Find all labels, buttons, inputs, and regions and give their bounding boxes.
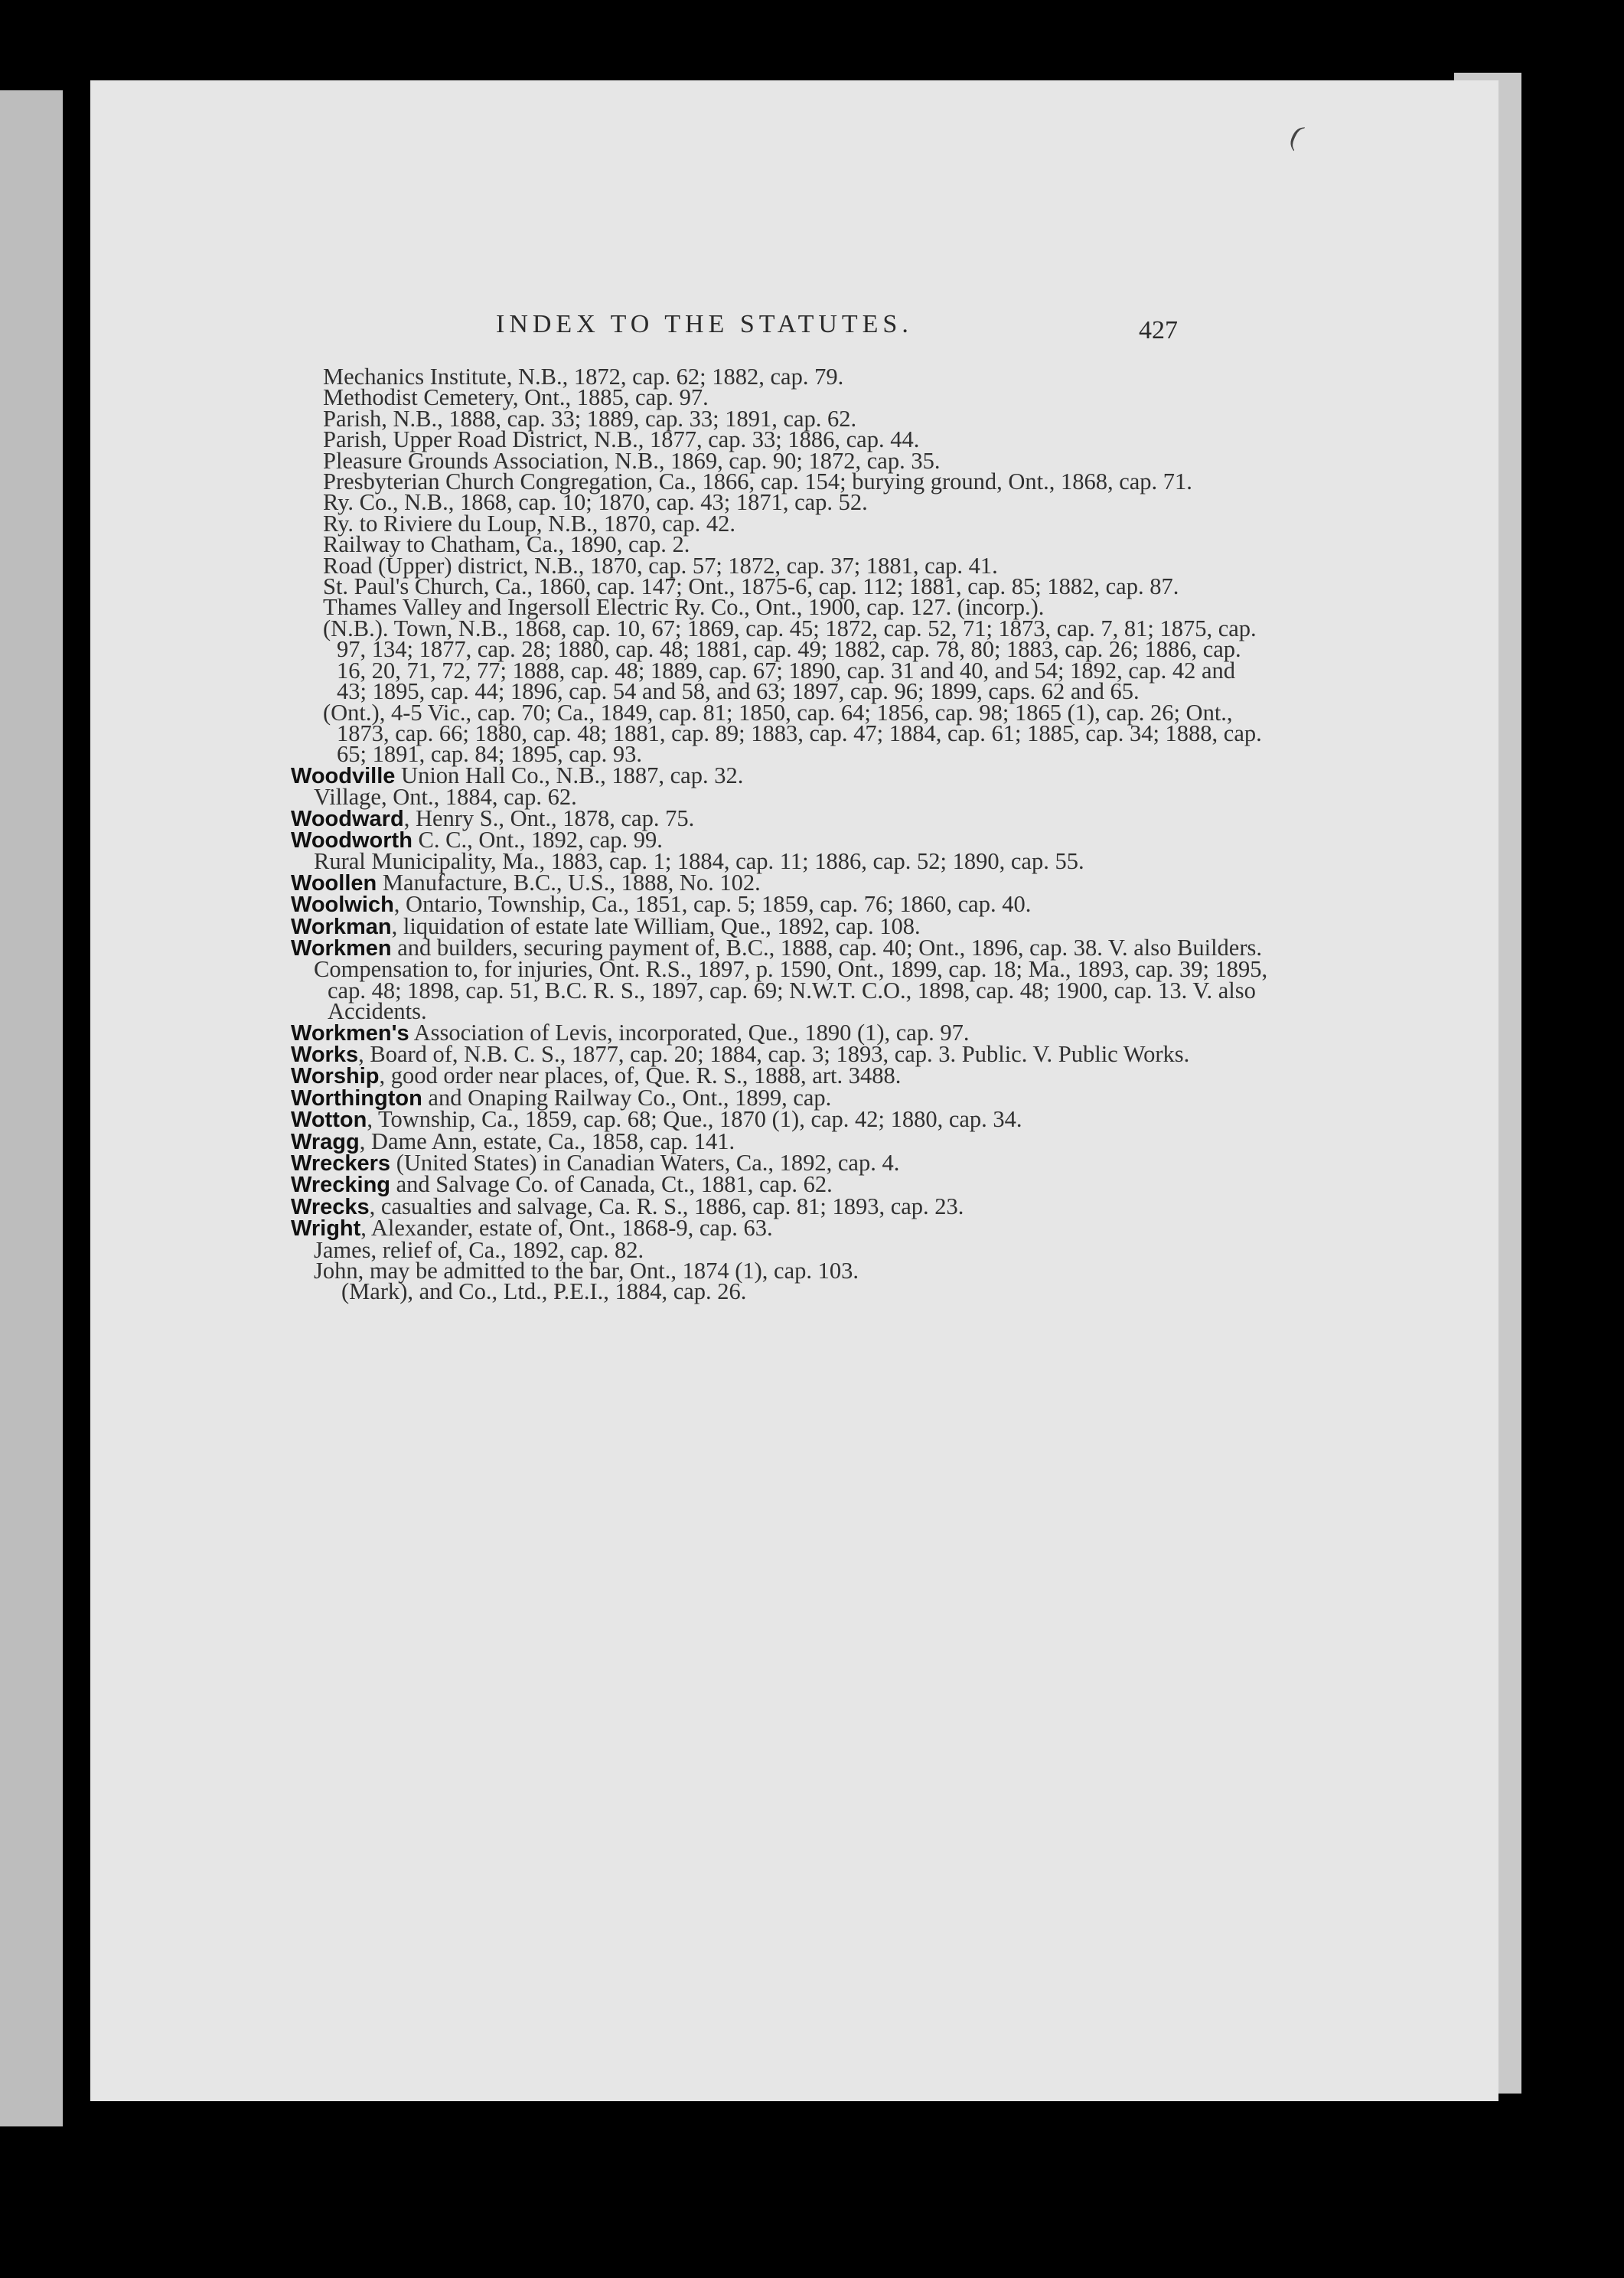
- entry-text: Presbyterian Church Congregation, Ca., 1866, cap. 154; burying ground, Ont., 1868, cap. 71.: [323, 468, 1192, 495]
- entry-text: (N.B.). Town, N.B., 1868, cap. 10, 67; 1869, cap. 45; 1872, cap. 52, 71; 1873, cap. 7, 81; 1875, cap. 97, 134; 1877, cap. 28; 1880, cap. 48; 1881, cap. 49; 1882, cap. 78, 80; 1883, cap. 26; 1886, cap. 16, 20, 71, 72, 77; 1888, cap. 48; 1889, cap. 67; 1890, cap. 31 and 40, and 54; 1892, cap. 42 and 43; 1895, cap. 44; 1896, cap. 54 and 58, and 63; 1897, cap. 96; 1899, caps. 62 and 65.: [323, 615, 1257, 705]
- entry-text: Methodist Cemetery, Ont., 1885, cap. 97.: [323, 384, 709, 411]
- entry-text: and builders, securing payment of, B.C., 1888, cap. 40; Ont., 1896, cap. 38. V. also Builders.: [391, 934, 1263, 961]
- entry-text: Parish, Upper Road District, N.B., 1877, cap. 33; 1886, cap. 44.: [323, 426, 920, 453]
- entry-text: Compensation to, for injuries, Ont. R.S., 1897, p. 1590, Ont., 1899, cap. 18; Ma., 1893, cap. 39; 1895, cap. 48; 1898, cap. 51, B.C. R. S., 1897, cap. 69; N.W.T. C.O., 1898, cap. 48; 1900, cap. 13. V. also Accidents.: [314, 956, 1268, 1025]
- entry-text: Village, Ont., 1884, cap. 62.: [314, 784, 577, 811]
- entry-text: Manufacture, B.C., U.S., 1888, No. 102.: [377, 869, 761, 896]
- entry-text: Railway to Chatham, Ca., 1890, cap. 2.: [323, 531, 690, 558]
- entry-headword: Wotton: [291, 1108, 367, 1133]
- entry-text: , liquidation of estate late William, Que., 1892, cap. 108.: [391, 912, 921, 939]
- entry-headword: Woolwich: [291, 893, 394, 918]
- entry-text: Union Hall Co., N.B., 1887, cap. 32.: [395, 762, 744, 788]
- page-title: INDEX TO THE STATUTES.: [496, 310, 913, 338]
- entry-text: Ry. Co., N.B., 1868, cap. 10; 1870, cap. 43; 1871, cap. 52.: [323, 489, 868, 516]
- entry-text: , Township, Ca., 1859, cap. 68; Que., 1870 (1), cap. 42; 1880, cap. 34.: [367, 1106, 1022, 1133]
- entry-headword: Woodward: [291, 806, 404, 831]
- entry-headword: Worship: [291, 1064, 380, 1089]
- index-list: [291, 364, 1270, 1305]
- entry-text: , Dame Ann, estate, Ca., 1858, cap. 141.: [359, 1128, 735, 1154]
- entry-text: Pleasure Grounds Association, N.B., 1869, cap. 90; 1872, cap. 35.: [323, 447, 941, 474]
- running-head: [90, 310, 1498, 356]
- entry-text: Rural Municipality, Ma., 1883, cap. 1; 1884, cap. 11; 1886, cap. 52; 1890, cap. 55.: [314, 848, 1084, 875]
- entry-headword: Workman: [291, 914, 392, 939]
- entry-headword: Wragg: [291, 1129, 360, 1154]
- entry-text: , Ontario, Township, Ca., 1851, cap. 5; 1859, cap. 76; 1860, cap. 40.: [393, 891, 1032, 918]
- entry-text: Road (Upper) district, N.B., 1870, cap. 57; 1872, cap. 37; 1881, cap. 41.: [323, 552, 998, 579]
- adjacent-page-edge: [0, 90, 63, 2126]
- entry-text: (Mark), and Co., Ltd., P.E.I., 1884, cap. 26.: [341, 1278, 747, 1305]
- index-entry: [323, 699, 1270, 768]
- entry-headword: Wreckers: [291, 1151, 391, 1177]
- entry-text: (Ont.), 4-5 Vic., cap. 70; Ca., 1849, cap. 81; 1850, cap. 64; 1856, cap. 98; 1865 (1), cap. 26; Ont., 1873, cap. 66; 1880, cap. 48; 1881, cap. 89; 1883, cap. 47; 1884, cap. 61; 1885, cap. 34; 1888, cap. 65; 1891, cap. 84; 1895, cap. 93.: [323, 699, 1262, 768]
- entry-text: C. C., Ont., 1892, cap. 99.: [412, 826, 663, 853]
- entry-text: St. Paul's Church, Ca., 1860, cap. 147; Ont., 1875-6, cap. 112; 1881, cap. 85; 1882, cap. 87.: [323, 573, 1179, 600]
- pencil-mark: (: [1285, 119, 1308, 152]
- index-entry: [314, 956, 1270, 1025]
- entry-text: Parish, N.B., 1888, cap. 33; 1889, cap. 33; 1891, cap. 62.: [323, 405, 857, 432]
- document-page: [90, 80, 1498, 2101]
- index-entry: [323, 615, 1270, 705]
- entry-text: , casualties and salvage, Ca. R. S., 1886, cap. 81; 1893, cap. 23.: [369, 1193, 964, 1219]
- entry-headword: Woodworth: [291, 827, 413, 853]
- entry-headword: Worthington: [291, 1085, 422, 1111]
- entry-text: Ry. to Riviere du Loup, N.B., 1870, cap. 42.: [323, 510, 735, 537]
- entry-headword: Works: [291, 1043, 359, 1067]
- entry-text: John, may be admitted to the bar, Ont., 1874 (1), cap. 103.: [314, 1258, 859, 1284]
- entry-text: and Salvage Co. of Canada, Ct., 1881, cap. 62.: [390, 1171, 833, 1198]
- entry-text: , good order near places, of, Que. R. S., 1888, art. 3488.: [379, 1062, 902, 1089]
- entry-headword: Wrecking: [291, 1173, 391, 1198]
- entry-headword: Wrecks: [291, 1194, 370, 1219]
- index-entry: [341, 1278, 1270, 1305]
- entry-headword: Woodville: [291, 763, 396, 788]
- entry-headword: Workmen: [291, 935, 392, 961]
- entry-headword: Woollen: [291, 870, 377, 896]
- entry-text: , Alexander, estate of, Ont., 1868-9, cap. 63.: [360, 1215, 773, 1242]
- entry-headword: Wright: [291, 1216, 361, 1242]
- entry-text: (United States) in Canadian Waters, Ca., 1892, cap. 4.: [390, 1150, 900, 1177]
- entry-text: , Henry S., Ont., 1878, cap. 75.: [403, 804, 695, 831]
- entry-text: James, relief of, Ca., 1892, cap. 82.: [314, 1236, 644, 1263]
- entry-headword: Workmen's: [291, 1020, 409, 1046]
- entry-text: , Board of, N.B. C. S., 1877, cap. 20; 1884, cap. 3; 1893, cap. 3. Public. V. Public Works.: [358, 1041, 1190, 1067]
- entry-text: Mechanics Institute, N.B., 1872, cap. 62; 1882, cap. 79.: [323, 364, 844, 390]
- entry-text: Association of Levis, incorporated, Que., 1890 (1), cap. 97.: [409, 1019, 970, 1046]
- entry-text: and Onaping Railway Co., Ont., 1899, cap.: [422, 1084, 832, 1111]
- page-number: 427: [1139, 316, 1178, 344]
- entry-text: Thames Valley and Ingersoll Electric Ry. Co., Ont., 1900, cap. 127. (incorp.).: [323, 594, 1045, 621]
